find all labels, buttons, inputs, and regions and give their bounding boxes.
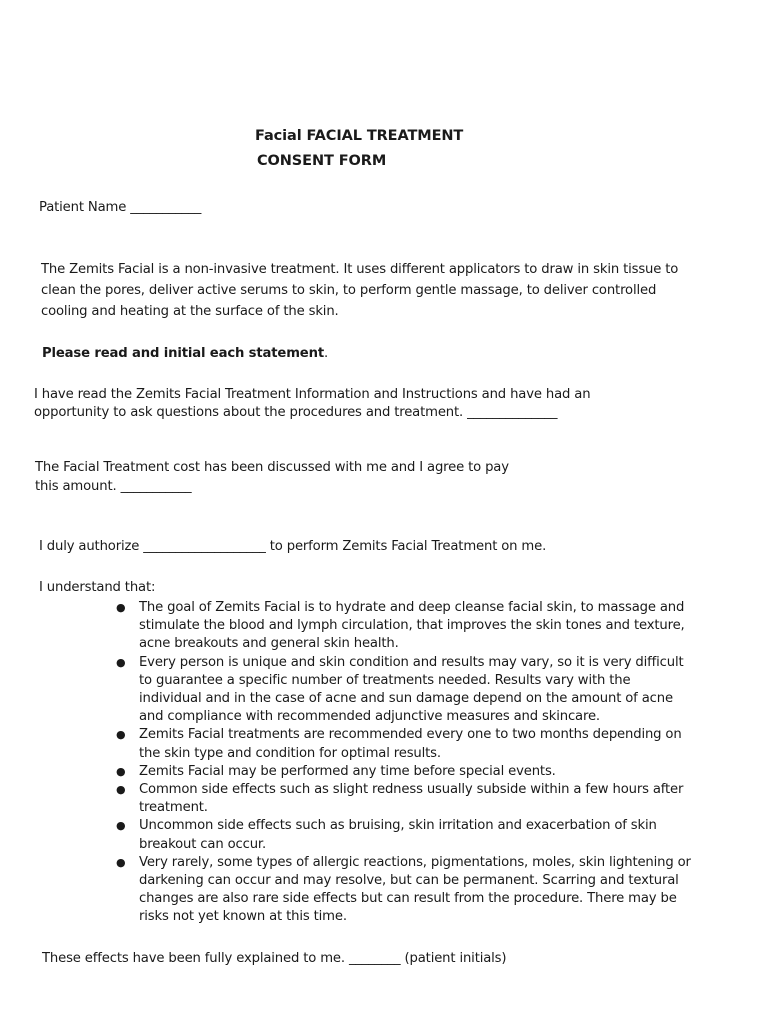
statement-cost-line-2[interactable]: this amount. ___________ <box>35 479 192 494</box>
list-item <box>116 654 696 727</box>
statement-read-line-1: I have read the Zemits Facial Treatment Information and Instructions and have had an <box>34 387 591 402</box>
list-item-text: Common side effects such as slight redness usually subside within a few hours after treatment. <box>139 782 684 816</box>
list-item-text: Zemits Facial may be performed any time before special events. <box>139 763 556 779</box>
intro-line-1: The Zemits Facial is a non-invasive treatment. It uses different applicators to draw in skin tissue to <box>41 262 679 277</box>
statement-read-line-2[interactable]: opportunity to ask questions about the procedures and treatment. ______________ <box>34 405 558 420</box>
list-item <box>116 599 696 654</box>
instruction-period: . <box>324 346 329 361</box>
bullet-icon: ● <box>116 764 126 778</box>
bullet-icon: ● <box>116 783 126 797</box>
intro-line-3: cooling and heating at the surface of the skin. <box>41 304 339 319</box>
understanding-list <box>116 599 696 927</box>
statement-cost-line-1: The Facial Treatment cost has been discussed with me and I agree to pay <box>35 460 509 475</box>
understand-label: I understand that: <box>39 580 156 595</box>
authorize-statement[interactable]: I duly authorize ___________________ to perform Zemits Facial Treatment on me. <box>39 539 547 554</box>
form-title-line-2: CONSENT FORM <box>257 153 387 169</box>
bullet-icon: ● <box>116 655 126 669</box>
list-item-text: Very rarely, some types of allergic reactions, pigmentations, moles, skin lightening or darkening can occur and may resolve, but can be permanent. Scarring and textural changes are also rare side effects but can result from the procedure. There may be risks not yet known at this time. <box>139 854 691 925</box>
intro-line-2: clean the pores, deliver active serums to skin, to perform gentle massage, to deliver controlled <box>41 283 657 298</box>
form-title-line-1: Facial FACIAL TREATMENT <box>255 128 464 144</box>
patient-name-field[interactable]: Patient Name ___________ <box>39 200 202 215</box>
list-item <box>116 781 696 817</box>
list-item <box>116 817 696 853</box>
list-item-text: Every person is unique and skin condition and results may vary, so it is very difficult to guarantee a specific number of treatments needed. Results vary with the individual and in the case of acne and sun damage depend on the amount of acne and compliance with recommended adjunctive measures and skincare. <box>139 654 684 725</box>
instruction-bold: Please read and initial each statement <box>42 346 324 361</box>
list-item-text: Uncommon side effects such as bruising, skin irritation and exacerbation of skin breakout can occur. <box>139 818 657 852</box>
bullet-icon: ● <box>116 728 126 742</box>
bullet-icon: ● <box>116 819 126 833</box>
bullet-icon: ● <box>116 601 126 614</box>
bullet-icon: ● <box>116 855 126 869</box>
list-item <box>116 763 696 781</box>
list-item-text: Zemits Facial treatments are recommended every one to two months depending on the skin type and condition for optimal results. <box>139 727 682 761</box>
closing-statement[interactable]: These effects have been fully explained to me. ________ (patient initials) <box>42 951 507 966</box>
list-item-text: The goal of Zemits Facial is to hydrate and deep cleanse facial skin, to massage and stimulate the blood and lymph circulation, that improves the skin tones and texture, acne breakouts and general skin health. <box>139 600 685 652</box>
list-item <box>116 726 696 762</box>
instruction-text <box>42 343 328 364</box>
list-item <box>116 854 696 927</box>
